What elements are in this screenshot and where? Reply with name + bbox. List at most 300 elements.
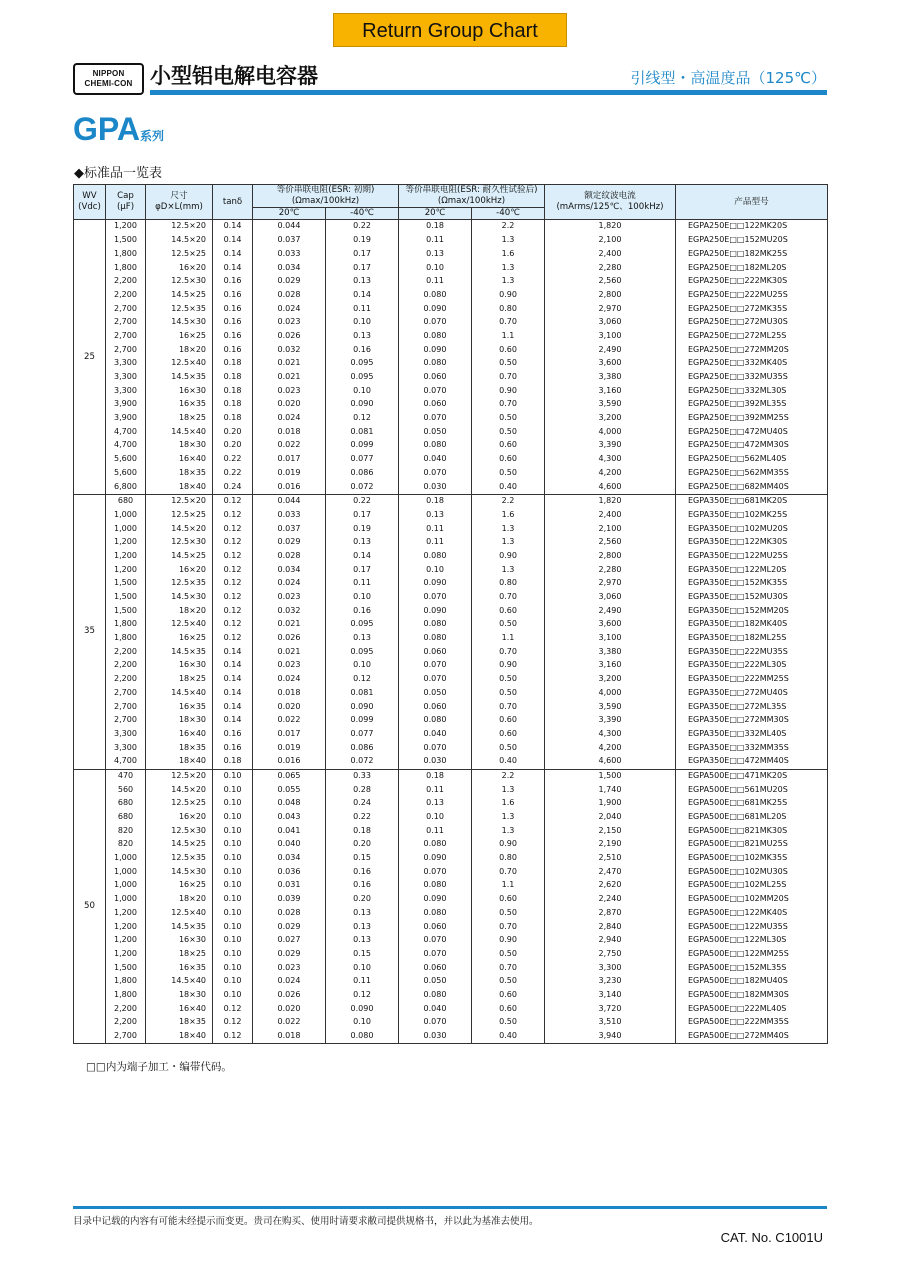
esr-init-m40c-cell: 0.13 [326, 920, 399, 934]
esr-end-20c-cell: 0.080 [399, 439, 472, 453]
ripple-cell: 3,380 [545, 371, 676, 385]
cap-cell: 1,500 [106, 591, 146, 605]
table-row [74, 522, 828, 536]
tan-cell: 0.10 [213, 947, 253, 961]
ripple-cell: 2,510 [545, 852, 676, 866]
ripple-cell: 3,160 [545, 384, 676, 398]
esr-init-m40c-cell: 0.095 [326, 357, 399, 371]
size-cell: 18×20 [146, 893, 213, 907]
wv-cell: 35 [74, 494, 106, 769]
ripple-cell: 4,300 [545, 727, 676, 741]
ripple-cell: 3,200 [545, 412, 676, 426]
part-number-cell: EGPA500E□□102MM20S [676, 893, 828, 907]
tan-cell: 0.10 [213, 783, 253, 797]
tan-cell: 0.10 [213, 893, 253, 907]
part-number-cell: EGPA500E□□821MU25S [676, 838, 828, 852]
ripple-cell: 3,100 [545, 330, 676, 344]
cap-cell: 1,200 [106, 906, 146, 920]
size-cell: 18×20 [146, 604, 213, 618]
size-cell: 14.5×35 [146, 920, 213, 934]
esr-end-20c-cell: 0.070 [399, 947, 472, 961]
header-size: 尺寸 φD×L(mm) [146, 185, 213, 220]
esr-end-m40c-cell: 0.70 [472, 961, 545, 975]
size-cell: 14.5×20 [146, 234, 213, 248]
tan-cell: 0.12 [213, 1016, 253, 1030]
tan-cell: 0.22 [213, 466, 253, 480]
part-number-cell: EGPA500E□□122MK40S [676, 906, 828, 920]
esr-init-20c-cell: 0.028 [253, 288, 326, 302]
size-cell: 14.5×30 [146, 591, 213, 605]
table-row [74, 275, 828, 289]
esr-init-m40c-cell: 0.14 [326, 550, 399, 564]
esr-init-20c-cell: 0.044 [253, 220, 326, 234]
part-number-cell: EGPA350E□□152MM20S [676, 604, 828, 618]
esr-end-20c-cell: 0.090 [399, 343, 472, 357]
esr-end-m40c-cell: 0.60 [472, 989, 545, 1003]
esr-end-m40c-cell: 0.70 [472, 371, 545, 385]
part-number-cell: EGPA500E□□222MM35S [676, 1016, 828, 1030]
esr-init-m40c-cell: 0.28 [326, 783, 399, 797]
table-row [74, 741, 828, 755]
esr-end-m40c-cell: 1.6 [472, 797, 545, 811]
tan-cell: 0.16 [213, 316, 253, 330]
cap-cell: 820 [106, 824, 146, 838]
table-row [74, 591, 828, 605]
esr-init-20c-cell: 0.026 [253, 632, 326, 646]
size-cell: 18×25 [146, 412, 213, 426]
esr-init-20c-cell: 0.023 [253, 316, 326, 330]
esr-end-20c-cell: 0.090 [399, 577, 472, 591]
table-row [74, 686, 828, 700]
ripple-cell: 3,060 [545, 591, 676, 605]
esr-end-m40c-cell: 1.3 [472, 261, 545, 275]
esr-init-m40c-cell: 0.090 [326, 398, 399, 412]
series-code: GPA [73, 111, 140, 147]
part-number-cell: EGPA250E□□562ML40S [676, 453, 828, 467]
esr-init-20c-cell: 0.018 [253, 425, 326, 439]
esr-init-20c-cell: 0.020 [253, 398, 326, 412]
ripple-cell: 3,720 [545, 1002, 676, 1016]
esr-end-20c-cell: 0.11 [399, 234, 472, 248]
esr-init-20c-cell: 0.032 [253, 604, 326, 618]
esr-end-m40c-cell: 1.3 [472, 563, 545, 577]
esr-init-m40c-cell: 0.13 [326, 632, 399, 646]
ripple-cell: 2,490 [545, 604, 676, 618]
part-number-cell: EGPA350E□□272MM30S [676, 714, 828, 728]
esr-end-m40c-cell: 0.50 [472, 357, 545, 371]
esr-end-m40c-cell: 0.50 [472, 412, 545, 426]
esr-init-20c-cell: 0.037 [253, 234, 326, 248]
esr-end-m40c-cell: 0.70 [472, 865, 545, 879]
tan-cell: 0.12 [213, 536, 253, 550]
esr-init-20c-cell: 0.027 [253, 934, 326, 948]
tan-cell: 0.10 [213, 920, 253, 934]
size-cell: 12.5×40 [146, 618, 213, 632]
esr-init-m40c-cell: 0.072 [326, 755, 399, 769]
size-cell: 18×25 [146, 673, 213, 687]
header-esr-end-m40c: -40℃ [472, 208, 545, 220]
size-cell: 14.5×40 [146, 975, 213, 989]
ripple-cell: 2,280 [545, 261, 676, 275]
table-row [74, 550, 828, 564]
part-number-cell: EGPA350E□□122MK30S [676, 536, 828, 550]
esr-init-m40c-cell: 0.090 [326, 700, 399, 714]
tan-cell: 0.10 [213, 797, 253, 811]
table-row [74, 425, 828, 439]
esr-init-m40c-cell: 0.19 [326, 522, 399, 536]
size-cell: 12.5×35 [146, 852, 213, 866]
table-row [74, 1030, 828, 1044]
ripple-cell: 3,230 [545, 975, 676, 989]
table-row [74, 330, 828, 344]
size-cell: 16×40 [146, 453, 213, 467]
esr-end-m40c-cell: 2.2 [472, 769, 545, 783]
table-row [74, 852, 828, 866]
part-number-cell: EGPA350E□□122MU25S [676, 550, 828, 564]
ripple-cell: 4,200 [545, 466, 676, 480]
tan-cell: 0.12 [213, 1030, 253, 1044]
cap-cell: 3,300 [106, 357, 146, 371]
esr-end-m40c-cell: 0.40 [472, 1030, 545, 1044]
table-row [74, 220, 828, 234]
part-number-cell: EGPA500E□□561MU20S [676, 783, 828, 797]
table-row [74, 755, 828, 769]
ripple-cell: 2,800 [545, 288, 676, 302]
ripple-cell: 2,100 [545, 234, 676, 248]
table-row [74, 316, 828, 330]
esr-end-m40c-cell: 0.60 [472, 604, 545, 618]
esr-init-m40c-cell: 0.16 [326, 865, 399, 879]
part-number-cell: EGPA250E□□562MM35S [676, 466, 828, 480]
return-group-chart-button[interactable]: Return Group Chart [333, 13, 567, 47]
tan-cell: 0.14 [213, 700, 253, 714]
tan-cell: 0.20 [213, 425, 253, 439]
part-number-cell: EGPA500E□□182MU40S [676, 975, 828, 989]
cap-cell: 560 [106, 783, 146, 797]
size-cell: 18×30 [146, 989, 213, 1003]
esr-end-m40c-cell: 0.50 [472, 686, 545, 700]
cap-cell: 4,700 [106, 439, 146, 453]
esr-end-20c-cell: 0.070 [399, 934, 472, 948]
ripple-cell: 3,300 [545, 961, 676, 975]
esr-init-20c-cell: 0.022 [253, 439, 326, 453]
ripple-cell: 3,510 [545, 1016, 676, 1030]
esr-init-20c-cell: 0.037 [253, 522, 326, 536]
size-cell: 14.5×35 [146, 371, 213, 385]
esr-init-20c-cell: 0.023 [253, 591, 326, 605]
size-cell: 14.5×20 [146, 522, 213, 536]
esr-init-m40c-cell: 0.077 [326, 727, 399, 741]
part-number-cell: EGPA250E□□272MU30S [676, 316, 828, 330]
esr-end-20c-cell: 0.070 [399, 1016, 472, 1030]
table-row [74, 398, 828, 412]
table-row [74, 480, 828, 494]
part-number-cell: EGPA250E□□222MK30S [676, 275, 828, 289]
part-number-cell: EGPA500E□□681ML20S [676, 811, 828, 825]
footnote: □□内为端子加工・编带代码。 [86, 1061, 232, 1073]
esr-init-20c-cell: 0.029 [253, 920, 326, 934]
ripple-cell: 3,100 [545, 632, 676, 646]
esr-end-20c-cell: 0.070 [399, 316, 472, 330]
part-number-cell: EGPA350E□□182ML25S [676, 632, 828, 646]
part-number-cell: EGPA500E□□102MK35S [676, 852, 828, 866]
esr-end-m40c-cell: 0.40 [472, 480, 545, 494]
ripple-cell: 2,240 [545, 893, 676, 907]
tan-cell: 0.10 [213, 852, 253, 866]
esr-end-20c-cell: 0.030 [399, 480, 472, 494]
cap-cell: 1,000 [106, 893, 146, 907]
esr-init-m40c-cell: 0.18 [326, 824, 399, 838]
part-number-cell: EGPA350E□□222MU35S [676, 645, 828, 659]
esr-init-20c-cell: 0.034 [253, 563, 326, 577]
cap-cell: 1,800 [106, 989, 146, 1003]
esr-init-20c-cell: 0.026 [253, 989, 326, 1003]
esr-end-m40c-cell: 0.50 [472, 673, 545, 687]
ripple-cell: 4,000 [545, 425, 676, 439]
tan-cell: 0.12 [213, 632, 253, 646]
cap-cell: 1,200 [106, 536, 146, 550]
esr-end-20c-cell: 0.11 [399, 522, 472, 536]
table-row [74, 371, 828, 385]
part-number-cell: EGPA500E□□681MK25S [676, 797, 828, 811]
part-number-cell: EGPA350E□□102MU20S [676, 522, 828, 536]
catalog-number: CAT. No. C1001U [720, 1230, 823, 1245]
esr-end-20c-cell: 0.11 [399, 275, 472, 289]
esr-init-m40c-cell: 0.13 [326, 330, 399, 344]
cap-cell: 2,200 [106, 645, 146, 659]
esr-init-m40c-cell: 0.12 [326, 989, 399, 1003]
tan-cell: 0.14 [213, 686, 253, 700]
header-esr-initial: 等价串联电阻(ESR: 初期) (Ωmax/100kHz) [253, 185, 399, 208]
part-number-cell: EGPA350E□□681MK20S [676, 494, 828, 508]
esr-end-m40c-cell: 0.50 [472, 975, 545, 989]
size-cell: 14.5×25 [146, 838, 213, 852]
esr-end-m40c-cell: 0.70 [472, 398, 545, 412]
ripple-cell: 3,200 [545, 673, 676, 687]
esr-init-20c-cell: 0.036 [253, 865, 326, 879]
cap-cell: 1,200 [106, 563, 146, 577]
part-number-cell: EGPA500E□□821MK30S [676, 824, 828, 838]
esr-end-20c-cell: 0.070 [399, 673, 472, 687]
esr-init-20c-cell: 0.016 [253, 755, 326, 769]
esr-init-m40c-cell: 0.11 [326, 975, 399, 989]
esr-end-m40c-cell: 1.3 [472, 234, 545, 248]
esr-init-20c-cell: 0.032 [253, 343, 326, 357]
esr-end-m40c-cell: 0.90 [472, 838, 545, 852]
ripple-cell: 4,000 [545, 686, 676, 700]
esr-end-m40c-cell: 1.3 [472, 811, 545, 825]
part-number-cell: EGPA350E□□222MM25S [676, 673, 828, 687]
esr-init-20c-cell: 0.020 [253, 1002, 326, 1016]
esr-init-m40c-cell: 0.14 [326, 288, 399, 302]
table-row [74, 618, 828, 632]
esr-init-m40c-cell: 0.10 [326, 961, 399, 975]
table-row [74, 577, 828, 591]
esr-init-m40c-cell: 0.11 [326, 302, 399, 316]
size-cell: 16×40 [146, 1002, 213, 1016]
table-row [74, 865, 828, 879]
part-number-cell: EGPA250E□□272ML25S [676, 330, 828, 344]
logo-line-2: CHEMI-CON [84, 79, 133, 88]
ripple-cell: 1,820 [545, 494, 676, 508]
esr-end-m40c-cell: 0.90 [472, 288, 545, 302]
ripple-cell: 3,940 [545, 1030, 676, 1044]
esr-init-m40c-cell: 0.19 [326, 234, 399, 248]
part-number-cell: EGPA500E□□102MU30S [676, 865, 828, 879]
tan-cell: 0.10 [213, 769, 253, 783]
size-cell: 12.5×25 [146, 247, 213, 261]
esr-init-m40c-cell: 0.099 [326, 439, 399, 453]
esr-end-m40c-cell: 0.50 [472, 466, 545, 480]
size-cell: 12.5×35 [146, 577, 213, 591]
esr-init-m40c-cell: 0.17 [326, 563, 399, 577]
esr-end-20c-cell: 0.11 [399, 536, 472, 550]
size-cell: 14.5×20 [146, 783, 213, 797]
esr-init-m40c-cell: 0.13 [326, 934, 399, 948]
tan-cell: 0.18 [213, 398, 253, 412]
esr-init-20c-cell: 0.022 [253, 714, 326, 728]
table-row [74, 975, 828, 989]
size-cell: 16×40 [146, 727, 213, 741]
table-row [74, 893, 828, 907]
esr-end-m40c-cell: 1.1 [472, 879, 545, 893]
esr-end-20c-cell: 0.070 [399, 466, 472, 480]
header-divider [150, 90, 827, 95]
size-cell: 12.5×40 [146, 906, 213, 920]
table-row [74, 357, 828, 371]
cap-cell: 3,300 [106, 371, 146, 385]
esr-init-20c-cell: 0.021 [253, 645, 326, 659]
ripple-cell: 3,590 [545, 398, 676, 412]
esr-end-20c-cell: 0.040 [399, 1002, 472, 1016]
size-cell: 14.5×40 [146, 686, 213, 700]
esr-init-m40c-cell: 0.17 [326, 261, 399, 275]
esr-init-m40c-cell: 0.072 [326, 480, 399, 494]
ripple-cell: 1,500 [545, 769, 676, 783]
esr-end-m40c-cell: 0.60 [472, 439, 545, 453]
esr-end-m40c-cell: 1.6 [472, 247, 545, 261]
tan-cell: 0.12 [213, 618, 253, 632]
esr-end-20c-cell: 0.090 [399, 893, 472, 907]
ripple-cell: 3,590 [545, 700, 676, 714]
esr-init-m40c-cell: 0.095 [326, 371, 399, 385]
esr-end-m40c-cell: 0.50 [472, 425, 545, 439]
esr-end-20c-cell: 0.070 [399, 384, 472, 398]
esr-end-m40c-cell: 0.60 [472, 727, 545, 741]
esr-end-20c-cell: 0.070 [399, 412, 472, 426]
table-row [74, 384, 828, 398]
cap-cell: 820 [106, 838, 146, 852]
size-cell: 12.5×35 [146, 302, 213, 316]
tan-cell: 0.12 [213, 577, 253, 591]
esr-init-20c-cell: 0.024 [253, 412, 326, 426]
table-row [74, 261, 828, 275]
cap-cell: 2,700 [106, 686, 146, 700]
cap-cell: 1,500 [106, 234, 146, 248]
tan-cell: 0.10 [213, 961, 253, 975]
esr-end-20c-cell: 0.070 [399, 659, 472, 673]
esr-end-m40c-cell: 0.60 [472, 893, 545, 907]
esr-init-m40c-cell: 0.20 [326, 838, 399, 852]
part-number-cell: EGPA500E□□152ML35S [676, 961, 828, 975]
esr-init-20c-cell: 0.019 [253, 466, 326, 480]
esr-end-20c-cell: 0.10 [399, 811, 472, 825]
tan-cell: 0.10 [213, 975, 253, 989]
tan-cell: 0.18 [213, 357, 253, 371]
ripple-cell: 3,160 [545, 659, 676, 673]
part-number-cell: EGPA350E□□332ML40S [676, 727, 828, 741]
nippon-chemicon-logo [73, 63, 144, 95]
tan-cell: 0.12 [213, 550, 253, 564]
part-number-cell: EGPA500E□□122MU35S [676, 920, 828, 934]
ripple-cell: 2,970 [545, 577, 676, 591]
esr-init-20c-cell: 0.043 [253, 811, 326, 825]
esr-end-20c-cell: 0.080 [399, 618, 472, 632]
tan-cell: 0.16 [213, 302, 253, 316]
header-esr-init-20c: 20℃ [253, 208, 326, 220]
tan-cell: 0.20 [213, 439, 253, 453]
esr-end-m40c-cell: 0.70 [472, 591, 545, 605]
esr-end-m40c-cell: 1.3 [472, 275, 545, 289]
tan-cell: 0.18 [213, 384, 253, 398]
part-number-cell: EGPA350E□□102MK25S [676, 508, 828, 522]
esr-init-20c-cell: 0.040 [253, 838, 326, 852]
esr-init-20c-cell: 0.028 [253, 906, 326, 920]
esr-init-20c-cell: 0.041 [253, 824, 326, 838]
cap-cell: 3,300 [106, 727, 146, 741]
esr-init-20c-cell: 0.029 [253, 947, 326, 961]
esr-init-20c-cell: 0.029 [253, 536, 326, 550]
esr-init-20c-cell: 0.017 [253, 727, 326, 741]
esr-init-20c-cell: 0.034 [253, 261, 326, 275]
series-name [73, 110, 164, 155]
part-number-cell: EGPA500E□□122MM25S [676, 947, 828, 961]
esr-init-20c-cell: 0.026 [253, 330, 326, 344]
esr-init-m40c-cell: 0.20 [326, 893, 399, 907]
ripple-cell: 3,600 [545, 618, 676, 632]
part-number-cell: EGPA250E□□222MU25S [676, 288, 828, 302]
cap-cell: 1,800 [106, 975, 146, 989]
esr-init-m40c-cell: 0.17 [326, 247, 399, 261]
esr-init-m40c-cell: 0.33 [326, 769, 399, 783]
size-cell: 16×35 [146, 961, 213, 975]
tan-cell: 0.12 [213, 494, 253, 508]
tan-cell: 0.14 [213, 261, 253, 275]
ripple-cell: 2,970 [545, 302, 676, 316]
esr-init-m40c-cell: 0.10 [326, 591, 399, 605]
size-cell: 18×30 [146, 714, 213, 728]
esr-end-m40c-cell: 0.60 [472, 343, 545, 357]
esr-end-20c-cell: 0.080 [399, 879, 472, 893]
cap-cell: 680 [106, 797, 146, 811]
size-cell: 18×30 [146, 439, 213, 453]
table-row [74, 288, 828, 302]
table-row [74, 906, 828, 920]
cap-cell: 3,300 [106, 384, 146, 398]
esr-end-m40c-cell: 1.3 [472, 824, 545, 838]
part-number-cell: EGPA350E□□122ML20S [676, 563, 828, 577]
size-cell: 16×25 [146, 632, 213, 646]
size-cell: 16×30 [146, 934, 213, 948]
cap-cell: 3,900 [106, 398, 146, 412]
esr-end-m40c-cell: 0.80 [472, 852, 545, 866]
esr-init-20c-cell: 0.023 [253, 384, 326, 398]
esr-init-20c-cell: 0.022 [253, 1016, 326, 1030]
table-row [74, 714, 828, 728]
cap-cell: 1,800 [106, 247, 146, 261]
size-cell: 12.5×30 [146, 536, 213, 550]
part-number-cell: EGPA500E□□471MK20S [676, 769, 828, 783]
